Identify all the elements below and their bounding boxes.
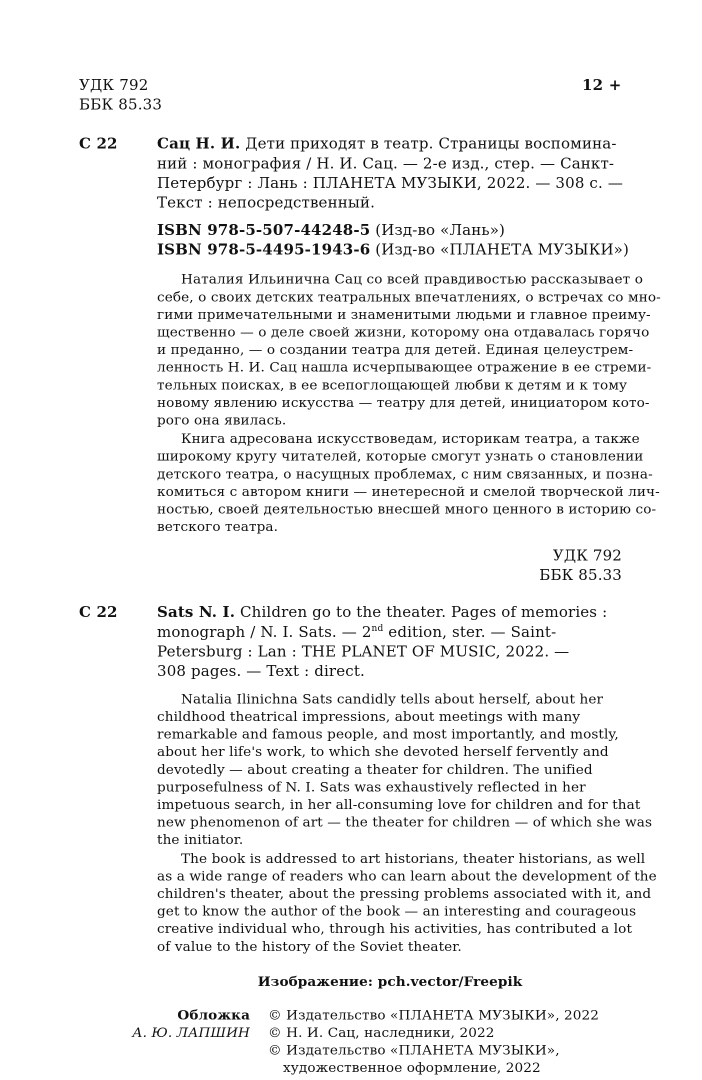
en-card-index: С 22 [79, 603, 118, 622]
en-card-line-2: monograph / N. I. Sats. — 2nd edition, ster. — Saint- [157, 623, 557, 641]
ru-abstract-line: детского театра, о насущных проблемах, с ним связанных, и позна- [157, 466, 653, 483]
en-abstract-line: creative individual who, through his activities, has contributed a lot [157, 921, 633, 938]
ru-card-author: Сац Н. И. [157, 134, 241, 153]
ru-abstract-line: тельных поисках, в ее всепоглощающей любви к детям и к тому [157, 377, 628, 394]
en-abstract-line: get to know the author of the book — an interesting and courageous [157, 903, 637, 920]
ru-abstract-line: себе, о своих детских театральных впечатлениях, о встречах со мно- [157, 289, 661, 306]
en-abstract-line: Natalia Ilinichna Sats candidly tells about herself, about her [181, 691, 604, 708]
copyright-line: © Издательство «ПЛАНЕТА МУЗЫКИ», 2022 [268, 1007, 600, 1024]
ru-abstract-line: ностью, своей деятельностью внесшей много ценного в историю со- [157, 501, 657, 518]
en-card-author: Sats N. I. [157, 603, 236, 622]
ru-abstract-line: широкому кругу читателей, которые смогут узнать о становлении [157, 448, 644, 465]
copyright-line: художественное оформление, 2022 [283, 1060, 541, 1077]
age-rating: 12 + [582, 76, 622, 94]
en-abstract-line: about her life's work, to which she devoted herself fervently and [157, 744, 609, 761]
ru-abstract-line: Книга адресована искусствоведам, историкам театра, а также [181, 431, 640, 448]
header-udk: УДК 792 [79, 76, 149, 94]
en-abstract-line: devotedly — about creating a theater for children. The unified [157, 762, 593, 778]
ru-card-bbk: ББК 85.33 [539, 566, 622, 584]
isbn-lan: ISBN 978-5-507-44248-5 (Изд-во «Лань») [157, 221, 506, 239]
en-card-line-1: Sats N. I. Children go to the theater. Pages of memories : [157, 603, 608, 622]
ru-abstract-line: ветского театра. [157, 519, 279, 536]
en-card-line-4: 308 pages. — Text : direct. [157, 662, 365, 680]
ru-abstract-line: гими примечательными и знаменитыми людьми и главное преиму- [157, 307, 651, 323]
ru-abstract-line: щественно — о деле своей жизни, которому она отдавалась горячо [157, 324, 650, 341]
ru-abstract-line: рого она явилась. [157, 412, 287, 429]
ru-card-udk: УДК 792 [552, 546, 622, 565]
ru-abstract-line: ленность Н. И. Сац нашла исчерпывающее отражение в ее стреми- [157, 359, 652, 376]
ru-card-line-2: ний : монография / Н. И. Сац. — 2-е изд., стер. — Санкт- [157, 154, 615, 173]
ru-abstract-line: новому явлению искусства — театру для детей, инициатором кото- [157, 395, 650, 411]
copyright-line: © Н. И. Сац, наследники, 2022 [268, 1025, 495, 1041]
cover-label: Обложка [177, 1007, 250, 1024]
ru-abstract-line: Наталия Ильинична Сац со всей правдивостью рассказывает о [181, 271, 643, 288]
ru-abstract-line: и преданно, — о создании театра для детей. Единая целеустрем- [157, 342, 634, 359]
en-abstract-line: of value to the history of the Soviet theater. [157, 939, 462, 955]
ru-card-line-3: Петербург : Лань : ПЛАНЕТА МУЗЫКИ, 2022. — 308 с. — [157, 174, 623, 192]
image-credit: Изображение: pch.vector/Freepik [257, 974, 523, 990]
cover-artist: А. Ю. ЛАПШИН [132, 1025, 250, 1041]
copyright-line: © Издательство «ПЛАНЕТА МУЗЫКИ», [268, 1042, 560, 1059]
en-abstract-line: impetuous search, in her all-consuming love for children and for that [157, 797, 641, 813]
ru-card-line-1: Сац Н. И. Дети приходят в театр. Страницы воспомина- [157, 134, 617, 153]
ru-abstract-line: комиться с автором книги — инетересной и смелой творческой лич- [157, 484, 660, 500]
en-abstract-line: as a wide range of readers who can learn about the development of the [157, 868, 657, 885]
isbn-planeta: ISBN 978-5-4495-1943-6 (Изд-во «ПЛАНЕТА МУЗЫКИ») [157, 240, 630, 259]
en-abstract-line: children's theater, about the pressing problems associated with it, and [157, 886, 652, 902]
en-abstract-line: the initiator. [157, 832, 244, 849]
ru-card-index: С 22 [79, 134, 118, 153]
en-abstract-line: childhood theatrical impressions, about meetings with many [157, 709, 581, 725]
ru-card-line-4: Текст : непосредственный. [157, 193, 376, 212]
en-abstract-line: remarkable and famous people, and most importantly, and mostly, [157, 726, 619, 743]
header-bbk: ББК 85.33 [79, 95, 163, 114]
en-card-line-3: Petersburg : Lan : THE PLANET OF MUSIC, 2022. — [157, 642, 570, 661]
en-abstract-line: new phenomenon of art — the theater for children — of which she was [157, 814, 653, 831]
en-abstract-line: purposefulness of N. I. Sats was exhaustively reflected in her [157, 779, 586, 796]
en-abstract-line: The book is addressed to art historians, theater historians, as well [181, 851, 646, 867]
